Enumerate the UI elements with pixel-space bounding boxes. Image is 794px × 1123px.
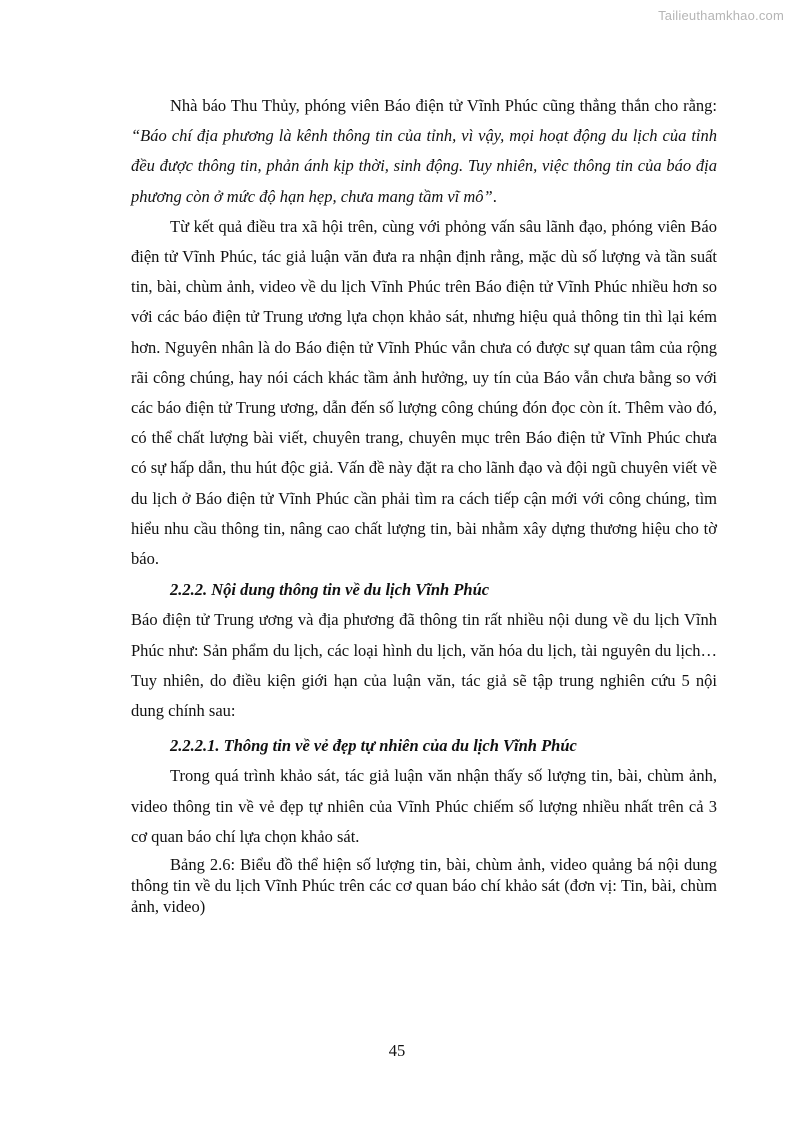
paragraph-survey-conclusion: Từ kết quả điều tra xã hội trên, cùng với phỏng vấn sâu lãnh đạo, phóng viên Báo điện tử Vĩnh Phúc, tác giả luận văn đưa ra nhận định rằng, mặc dù số lượng và tần suất tin, bài, chùm ảnh, video về du lịch Vĩnh Phúc trên Báo điện tử Vĩnh Phúc nhiều hơn so với các báo điện tử Trung ương lựa chọn khảo sát, nhưng hiệu quả thông tin thì lại kém hơn. Nguyên nhân là do Báo điện tử Vĩnh Phúc vẫn chưa có được sự quan tâm của rộng rãi công chúng, hay nói cách khác tầm ảnh hưởng, uy tín của Báo vẫn chưa bằng so với các báo điện tử Trung ương, dẫn đến số lượng công chúng đón đọc còn ít. Thêm vào đó, có thể chất lượng bài viết, chuyên trang, chuyên mục trên Báo điện tử Vĩnh Phúc chưa có sự hấp dẫn, thu hút độc giả. Vấn đề này đặt ra cho lãnh đạo và đội ngũ chuyên viết về du lịch ở Báo điện tử Vĩnh Phúc cần phải tìm ra cách tiếp cận mới với công chúng, tìm hiểu nhu cầu thông tin, nâng cao chất lượng tin, bài nhằm xây dựng thương hiệu cho tờ báo. [131,216,717,569]
quote-text: “Báo chí địa phương là kênh thông tin của tỉnh, vì vậy, mọi hoạt động du lịch của tỉnh đều được thông tin, phản ánh kịp thời, sinh động. Tuy nhiên, việc thông tin của báo địa phương còn ở mức độ hạn hẹp, chưa mang tầm vĩ mô” [131,126,717,206]
section-heading-2-2-2: 2.2.2. Nội dung thông tin về du lịch Vĩnh Phúc [170,580,490,600]
paragraph-intro-text: Nhà báo Thu Thủy, phóng viên Báo điện tử Vĩnh Phúc cũng thẳng thắn cho rằng: [170,96,717,115]
section-heading-2-2-2-1: 2.2.2.1. Thông tin về vẻ đẹp tự nhiên của du lịch Vĩnh Phúc [170,736,577,756]
paragraph-quote-thu-thuy [131,91,717,212]
watermark: Tailieuthamkhao.com [658,8,784,23]
page-body [131,91,717,917]
page-number: 45 [388,1041,406,1060]
paragraph-end-punct: . [492,186,497,206]
table-caption: Bảng 2.6: Biểu đồ thể hiện số lượng tin, bài, chùm ảnh, video quảng bá nội dung thông tin về du lịch Vĩnh Phúc trên các cơ quan báo chí khảo sát (đơn vị: Tin, bài, chùm ảnh, video) [131,855,717,917]
paragraph-natural-beauty: Trong quá trình khảo sát, tác giả luận văn nhận thấy số lượng tin, bài, chùm ảnh, video thông tin về vẻ đẹp tự nhiên của Vĩnh Phúc chiếm số lượng nhiều nhất trên cả 3 cơ quan báo chí lựa chọn khảo sát. [131,766,717,846]
paragraph-content-overview: Báo điện tử Trung ương và địa phương đã thông tin rất nhiều nội dung về du lịch Vĩnh Phúc như: Sản phẩm du lịch, các loại hình du lịch, văn hóa du lịch, tài nguyên du lịch… Tuy nhiên, do điều kiện giới hạn của luận văn, tác giả sẽ tập trung nghiên cứu 5 nội dung chính sau: [131,610,717,721]
